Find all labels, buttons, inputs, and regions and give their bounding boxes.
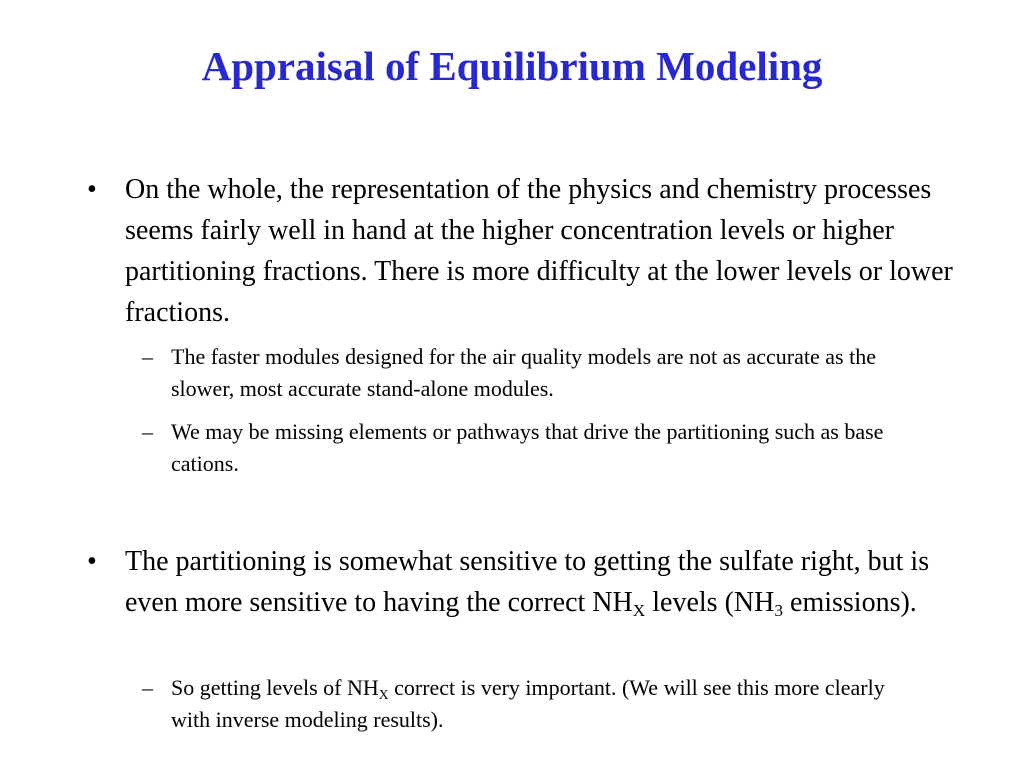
- bullet-text: On the whole, the representation of the physics and chemistry processes seems fairly well in hand at the higher concentration levels or higher partitioning fractions. There is more difficulty at the lower levels or lower fractions.: [125, 174, 953, 328]
- sub-bullet-text-part: So getting levels of NH: [171, 675, 379, 700]
- sub-bullet-text-part: correct is very important. (We will see this more clearly with inverse modeling results).: [171, 675, 885, 732]
- sub-bullet-item: [142, 341, 922, 405]
- sub-bullet-marker: –: [142, 344, 153, 369]
- subscript-x: X: [632, 601, 646, 621]
- slide-title: Appraisal of Equilibrium Modeling: [201, 43, 823, 89]
- bullet-marker: •: [87, 546, 97, 577]
- sub-bullet-text: [171, 672, 922, 736]
- sub-bullet-text: We may be missing elements or pathways that drive the partitioning such as base cations.: [171, 419, 884, 476]
- sub-bullet-text: The faster modules designed for the air quality models are not as accurate as the slower, most accurate stand-alone modules.: [171, 344, 876, 401]
- sub-bullet-marker: –: [142, 675, 153, 700]
- bullet-marker: •: [87, 174, 97, 205]
- bullet-text-part: emissions).: [783, 587, 917, 618]
- bullet-text-part: The partitioning is somewhat sensitive to getting the sulfate right, but is even more sensitive to having the correct NH: [125, 546, 930, 618]
- subscript-3: 3: [774, 601, 784, 621]
- bullet-text-part: levels (NH: [645, 587, 775, 618]
- bullet-item: [87, 169, 967, 333]
- bullet-item: [87, 541, 967, 623]
- sub-bullet-item: [142, 416, 922, 480]
- subscript-x: X: [378, 687, 389, 703]
- sub-bullet-marker: –: [142, 419, 153, 444]
- bullet-text: [125, 541, 967, 623]
- sub-bullet-item: [142, 672, 922, 736]
